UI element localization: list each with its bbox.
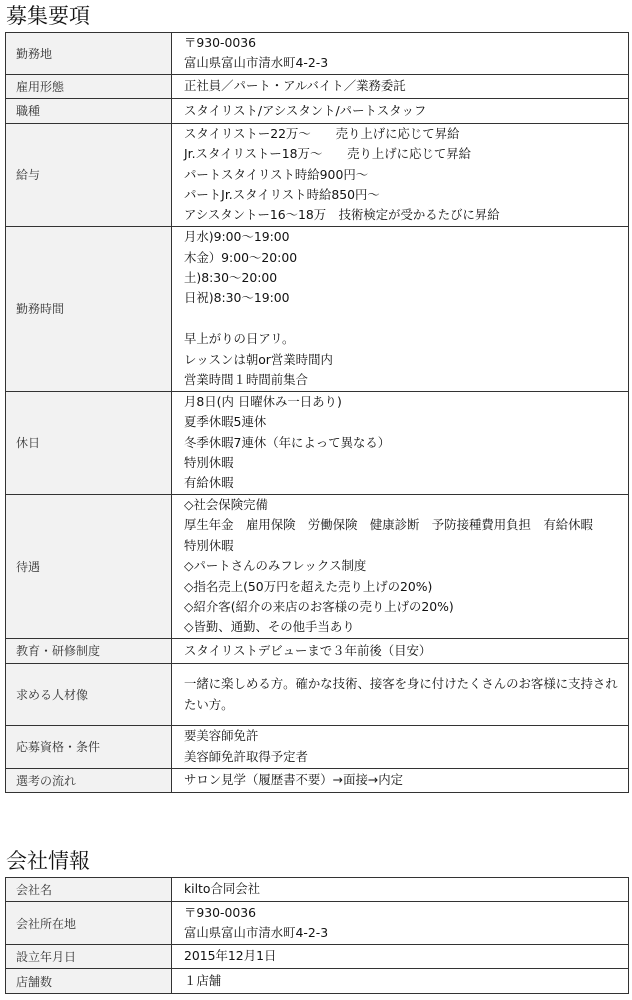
table-row [6, 226, 629, 391]
table-row [6, 969, 629, 994]
value-text: 一緒に楽しめる方。確かな技術、接客を身に付けたくさんのお客様に支持されたい方。 [184, 676, 618, 713]
row-key: 勤務時間 [6, 226, 172, 391]
table-row [6, 878, 629, 902]
table-row [6, 494, 629, 638]
value-line: 木金）9:00～20:00 [184, 249, 298, 265]
value-line: ◇社会保険完備 [184, 496, 268, 512]
row-key: 求める人材像 [6, 663, 172, 725]
row-value [172, 663, 629, 725]
table-row [6, 945, 629, 969]
value-line: ◇パートさんのみフレックス制度 [184, 558, 367, 574]
value-line: 冬季休暇7連休（年によって異なる） [184, 434, 391, 450]
value-line: スタイリスト/アシスタント/パートスタッフ [184, 102, 427, 118]
value-line: １店舗 [184, 972, 222, 988]
row-key: 勤務地 [6, 33, 172, 75]
row-value [172, 74, 629, 98]
value-line: レッスンは朝or営業時間内 [184, 351, 333, 367]
value-line: 美容師免許取得予定者 [184, 748, 308, 764]
row-value [172, 878, 629, 902]
table-row [6, 74, 629, 98]
value-line: ◇皆勤、通勤、その他手当あり [184, 619, 355, 635]
company-section-title: 会社情報 [6, 849, 90, 873]
value-line: Jr.スタイリストー18万～ 売り上げに応じて昇給 [184, 146, 472, 162]
row-value [172, 638, 629, 663]
row-value [172, 969, 629, 994]
table-row [6, 123, 629, 226]
row-value [172, 226, 629, 391]
value-line: 〒930-0036 [184, 35, 257, 50]
row-value [172, 391, 629, 494]
value-line: 日祝)8:30～19:00 [184, 290, 290, 306]
value-line: 特別休暇 [184, 537, 234, 553]
value-line: 特別休暇 [184, 455, 234, 471]
table-row [6, 391, 629, 494]
value-line: アシスタントー16～18万 技術検定が受かるたびに昇給 [184, 207, 500, 223]
row-value [172, 902, 629, 945]
row-key: 職種 [6, 98, 172, 123]
value-line: 営業時間１時間前集合 [184, 372, 308, 388]
table-row [6, 768, 629, 792]
row-key: 設立年月日 [6, 945, 172, 969]
row-key: 雇用形態 [6, 74, 172, 98]
row-value [172, 945, 629, 969]
company-table [5, 877, 629, 994]
row-key: 会社名 [6, 878, 172, 902]
table-row [6, 902, 629, 945]
row-value [172, 768, 629, 792]
value-line: 〒930-0036 [184, 904, 257, 920]
row-key: 店舗数 [6, 969, 172, 994]
value-line: 月8日(内 日曜休み一日あり) [184, 393, 342, 409]
row-key: 待遇 [6, 494, 172, 638]
row-key: 選考の流れ [6, 768, 172, 792]
value-spacer [184, 309, 628, 329]
table-row [6, 638, 629, 663]
value-line: 夏季休暇5連休 [184, 414, 267, 430]
value-line: 富山県富山市清水町4-2-3 [184, 55, 329, 71]
recruit-section-title: 募集要項 [6, 4, 90, 28]
row-value [172, 494, 629, 638]
value-line: サロン見学（履歴書不要）→面接→内定 [184, 772, 404, 788]
value-line: パートスタイリスト時給900円～ [184, 166, 369, 182]
value-line: 富山県富山市清水町4-2-3 [184, 925, 329, 940]
value-line: 有給休暇 [184, 475, 234, 491]
table-row [6, 663, 629, 725]
value-line: 正社員／パート・アルバイト／業務委託 [184, 78, 406, 94]
value-line: kilto合同会社 [184, 881, 261, 897]
table-row [6, 33, 629, 75]
row-key: 休日 [6, 391, 172, 494]
value-line: 要美容師免許 [184, 728, 259, 744]
recruit-table [5, 32, 629, 793]
value-line: スタイリストー22万～ 売り上げに応じて昇給 [184, 125, 460, 141]
row-key: 会社所在地 [6, 902, 172, 945]
value-line: スタイリストデビューまで３年前後（目安） [184, 642, 432, 658]
value-line: 土)8:30～20:00 [184, 270, 278, 286]
value-line: パートJr.スタイリスト時給850円～ [184, 187, 380, 203]
value-line: ◇指名売上(50万円を超えた売り上げの20%) [184, 578, 433, 594]
row-key: 教育・研修制度 [6, 638, 172, 663]
value-line: 2015年12月1日 [184, 948, 277, 964]
row-value [172, 123, 629, 226]
value-line: ◇紹介客(紹介の来店のお客様の売り上げの20%) [184, 598, 454, 614]
value-line: 厚生年金 雇用保険 労働保険 健康診断 予防接種費用負担 有給休暇 [184, 517, 593, 533]
row-value [172, 98, 629, 123]
value-line: 月水)9:00～19:00 [184, 229, 290, 245]
row-key: 応募資格・条件 [6, 725, 172, 768]
value-line: 早上がりの日アリ。 [184, 331, 295, 347]
row-key: 給与 [6, 123, 172, 226]
table-row [6, 725, 629, 768]
row-value [172, 33, 629, 75]
table-row [6, 98, 629, 123]
row-value [172, 725, 629, 768]
